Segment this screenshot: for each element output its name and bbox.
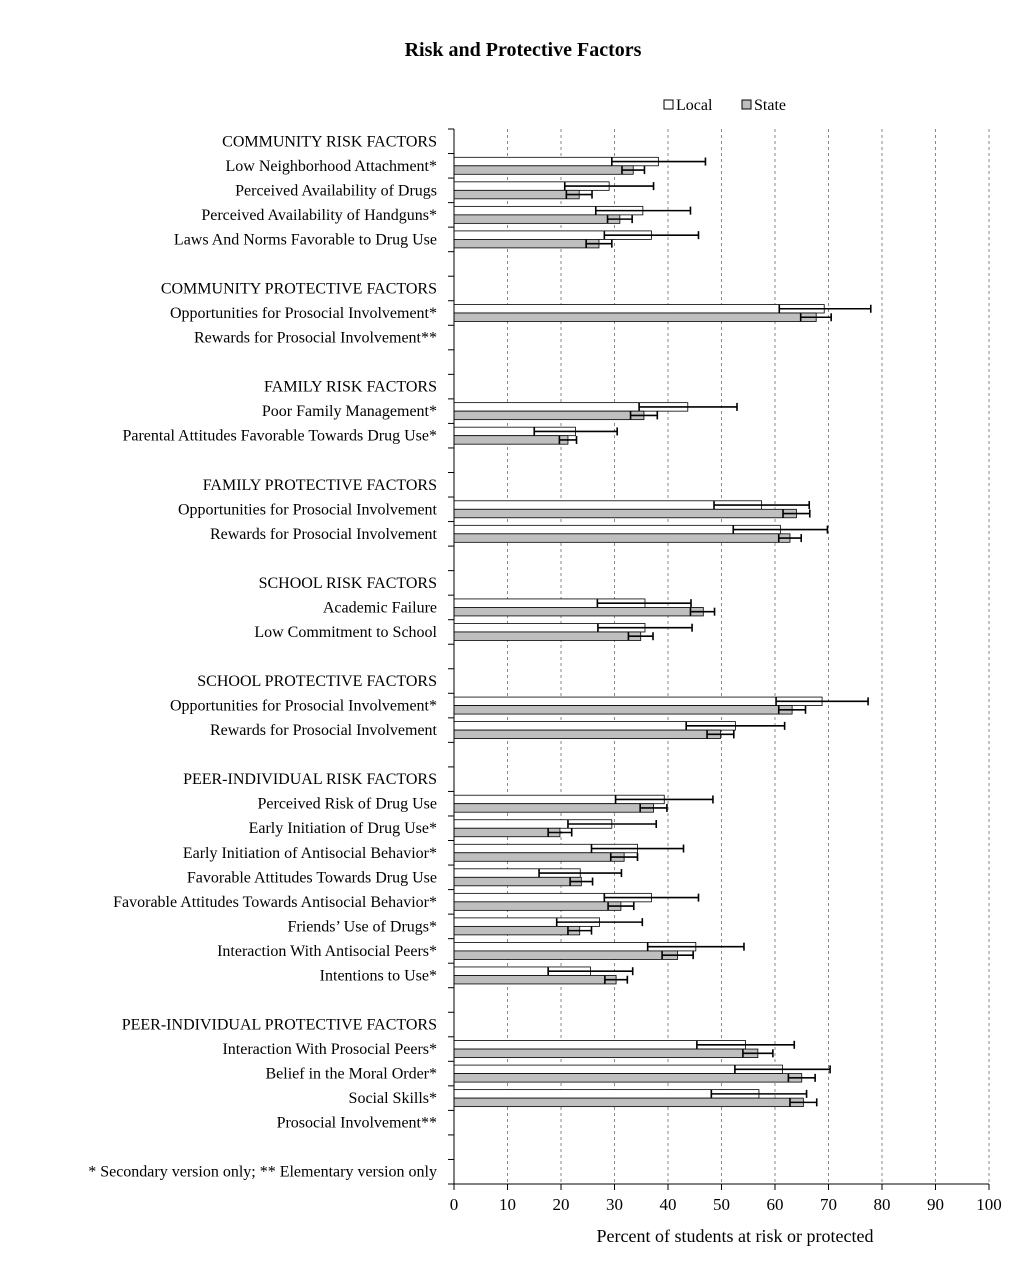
bar-state (454, 1074, 802, 1083)
bar-state (454, 706, 792, 715)
bar-state (454, 975, 616, 984)
bar-state (454, 828, 560, 837)
x-tick-label: 0 (449, 1195, 459, 1214)
bars (454, 157, 824, 1106)
category-label: Belief in the Moral Order* (265, 1065, 437, 1083)
bar-state (454, 215, 620, 224)
bar-local (454, 525, 780, 534)
x-axis-label: Percent of students at risk or protected (596, 1226, 874, 1246)
category-label: Academic Failure (322, 599, 437, 617)
bar-state (454, 607, 703, 616)
gridlines (508, 129, 990, 1184)
bar-state (454, 730, 720, 739)
x-tick-label: 50 (713, 1195, 730, 1214)
category-label: Rewards for Prosocial Involvement (209, 525, 437, 543)
bar-state (454, 166, 633, 175)
chart-title: Risk and Protective Factors (404, 39, 642, 61)
legend-local-swatch (664, 100, 673, 109)
category-heading: SCHOOL RISK FACTORS (258, 574, 437, 592)
category-label: Interaction With Prosocial Peers* (222, 1041, 437, 1059)
category-label: Friends’ Use of Drugs* (287, 918, 437, 936)
bar-state (454, 926, 580, 935)
x-tick-label: 70 (820, 1195, 837, 1214)
x-tick-label: 90 (927, 1195, 944, 1214)
bar-state (454, 411, 644, 420)
bar-state (454, 509, 796, 518)
footnote: * Secondary version only; ** Elementary version only (88, 1163, 437, 1181)
legend-local-label: Local (676, 97, 713, 114)
x-tick-label: 40 (659, 1195, 677, 1214)
category-label: Rewards for Prosocial Involvement (209, 722, 437, 740)
category-heading: SCHOOL PROTECTIVE FACTORS (197, 673, 437, 691)
x-tick-label: 30 (606, 1195, 623, 1214)
category-heading: FAMILY RISK FACTORS (264, 378, 437, 396)
category-label: Perceived Risk of Drug Use (257, 795, 437, 813)
category-heading: COMMUNITY RISK FACTORS (222, 133, 437, 151)
bar-state (454, 436, 568, 445)
category-label: Parental Attitudes Favorable Towards Drug Use* (122, 427, 437, 445)
category-heading: PEER-INDIVIDUAL PROTECTIVE FACTORS (121, 1016, 437, 1034)
category-label: Early Initiation of Drug Use* (248, 820, 437, 838)
axes (448, 129, 989, 1184)
x-tick-label: 10 (499, 1195, 516, 1214)
bar-state (454, 632, 641, 641)
category-heading: FAMILY PROTECTIVE FACTORS (202, 476, 437, 494)
category-label: Low Neighborhood Attachment* (225, 157, 437, 175)
bar-state (454, 1098, 803, 1107)
category-label: Poor Family Management* (261, 403, 437, 421)
bar-state (454, 313, 816, 322)
bar-state (454, 902, 621, 911)
legend-state-label: State (754, 97, 786, 114)
category-label: Prosocial Involvement** (276, 1114, 437, 1132)
category-label: Perceived Availability of Drugs (235, 182, 437, 200)
category-label: Opportunities for Prosocial Involvement* (169, 697, 437, 715)
bar-state (454, 951, 678, 960)
category-label: Favorable Attitudes Towards Drug Use (186, 869, 437, 887)
bar-state (454, 853, 624, 862)
bar-state (454, 190, 579, 199)
category-label: Early Initiation of Antisocial Behavior* (182, 844, 437, 862)
category-label: Laws And Norms Favorable to Drug Use (173, 231, 437, 249)
category-label: Social Skills* (348, 1090, 437, 1108)
category-label: Interaction With Antisocial Peers* (217, 942, 437, 960)
bar-state (454, 239, 599, 248)
bar-local (454, 305, 824, 314)
bar-state (454, 804, 654, 813)
category-labels (88, 133, 437, 1180)
x-tick-label: 80 (873, 1195, 891, 1214)
category-label: Opportunities for Prosocial Involvement (177, 501, 437, 519)
x-axis-ticks (450, 1184, 1002, 1214)
x-tick-label: 100 (976, 1195, 1002, 1214)
category-label: Opportunities for Prosocial Involvement* (169, 305, 437, 323)
category-label: Favorable Attitudes Towards Antisocial Behavior* (113, 893, 437, 911)
category-label: Perceived Availability of Handguns* (201, 206, 437, 224)
bar-state (454, 534, 790, 543)
category-label: Low Commitment to School (254, 623, 437, 641)
bar-state (454, 877, 581, 886)
bar-state (454, 1049, 758, 1058)
legend (664, 97, 786, 114)
x-tick-label: 60 (766, 1195, 784, 1214)
x-tick-label: 20 (552, 1195, 570, 1214)
bar-local (454, 697, 822, 706)
category-label: Intentions to Use* (319, 967, 437, 985)
bar-local (454, 1065, 782, 1074)
legend-state-swatch (742, 100, 751, 109)
category-heading: COMMUNITY PROTECTIVE FACTORS (160, 280, 437, 298)
category-heading: PEER-INDIVIDUAL RISK FACTORS (183, 771, 437, 789)
category-label: Rewards for Prosocial Involvement** (193, 329, 437, 347)
